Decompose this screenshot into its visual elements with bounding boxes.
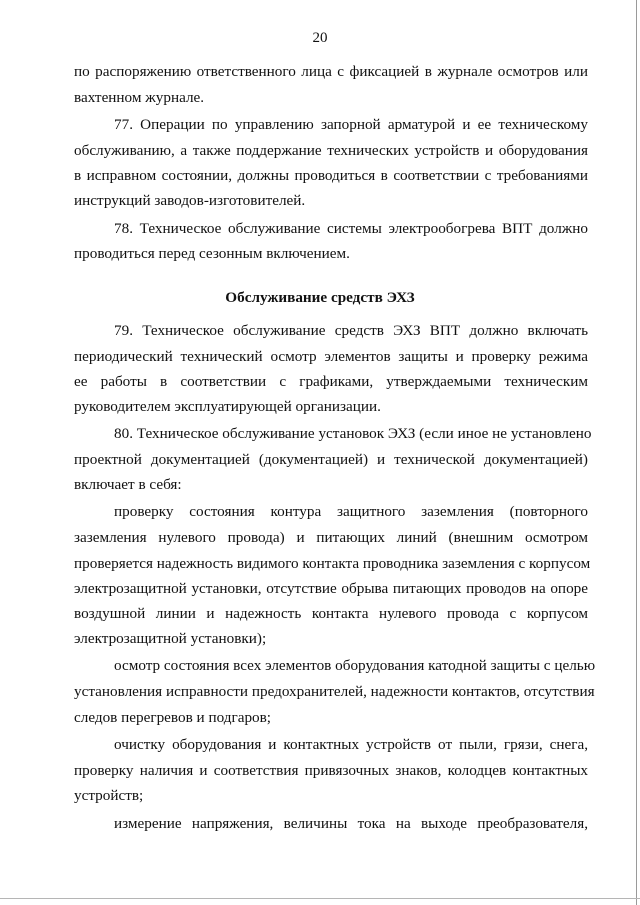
text-line: электрозащитной установки);: [74, 630, 267, 647]
text-line: устройств;: [74, 787, 144, 804]
section-heading: Обслуживание средств ЭХЗ: [225, 289, 415, 306]
text-line: проводиться перед сезонным включением.: [74, 245, 350, 262]
text-line: руководителем эксплуатирующей организации.: [74, 398, 381, 415]
text-line: воздушной линии и надежность контакта нулевого провода с корпусом: [74, 605, 588, 622]
text-line: в исправном состоянии, должны проводиться в соответствии с требованиями: [74, 167, 588, 184]
text-line: ее работы в соответствии с графиками, утверждаемыми техническим: [74, 373, 588, 390]
text-line: вахтенном журнале.: [74, 89, 205, 106]
text-line: следов перегревов и подгаров;: [74, 709, 272, 726]
text-line: проектной документацией (документацией) и технической документацией): [74, 451, 588, 468]
text-line: заземления нулевого провода) и питающих линий (внешним осмотром: [74, 529, 588, 546]
paragraph-80-start: 80. Техническое обслуживание установок ЭХЗ (если иное не установлено: [114, 425, 592, 442]
text-line: включает в себя:: [74, 476, 182, 493]
paragraph-77-start: 77. Операции по управлению запорной арматурой и ее техническому: [114, 116, 588, 133]
list-item-start: очистку оборудования и контактных устройств от пыли, грязи, снега,: [114, 736, 588, 753]
text-line: инструкций заводов-изготовителей.: [74, 192, 306, 209]
text-line: электрозащитной установки, отсутствие обрыва питающих проводов на опоре: [74, 580, 588, 597]
text-line: периодический технический осмотр элементов защиты и проверку режима: [74, 348, 588, 365]
scan-edge-bottom: [0, 898, 640, 899]
page-number: 20: [312, 30, 328, 46]
text-line: проверку наличия и соответствия привязочных знаков, колодцев контактных: [74, 762, 588, 779]
list-item-start: осмотр состояния всех элементов оборудования катодной защиты с целью: [114, 657, 596, 674]
text-line: установления исправности предохранителей, надежности контактов, отсутствия: [74, 683, 595, 700]
text-line: проверяется надежность видимого контакта проводника заземления с корпусом: [74, 555, 591, 572]
scan-edge: [636, 0, 637, 905]
text-line: обслуживанию, а также поддержание технических устройств и оборудования: [74, 142, 588, 159]
text-line: по распоряжению ответственного лица с фиксацией в журнале осмотров или: [74, 63, 588, 80]
list-item-start: измерение напряжения, величины тока на выходе преобразователя,: [114, 815, 588, 832]
list-item-start: проверку состояния контура защитного заземления (повторного: [114, 503, 588, 520]
paragraph-78-start: 78. Техническое обслуживание системы электрообогрева ВПТ должно: [114, 220, 588, 237]
paragraph-79-start: 79. Техническое обслуживание средств ЭХЗ ВПТ должно включать: [114, 322, 588, 339]
